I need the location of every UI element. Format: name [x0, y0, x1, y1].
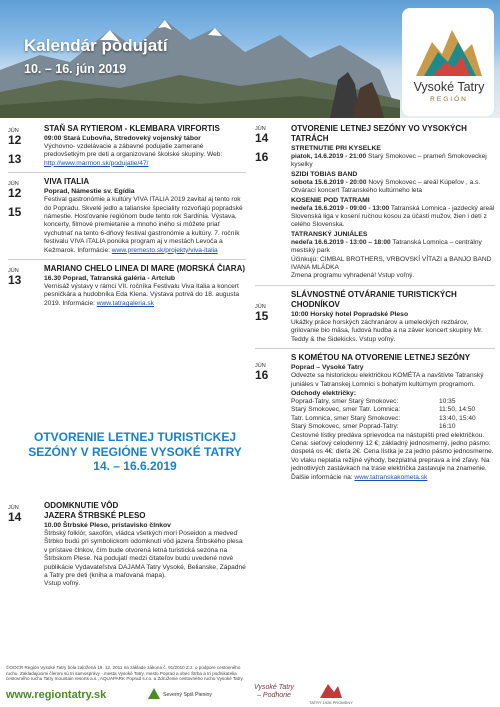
event-description: Výchovno- vzdelávacie a zábavné podujatie zamerané predovšetkým pre deti a organizované školské skupiny. Web: http://www.marmon.sk/podujatie/47/	[44, 143, 223, 167]
event-time-place: Poprad, Námestie sv. Egídia	[44, 188, 135, 196]
event-date-start: 12	[8, 133, 22, 147]
event-otvaranie-chodnikov: JÚN 15 SLÁVNOSTNÉ OTVÁRANIE TURISTICKÝCH CHODNÍKOV 10:00 Horský hotel Popradské Pleso Ukážky práce horských záchranárov a umeleckých rezbárov, grilovanie bio mäsa, ľudová hudba a na záver koncert skupiny Mr. Teddy & the Sidekicks. Vstup voľný.	[255, 290, 495, 349]
event-title: S KOMÉTOU NA OTVORENIE LETNEJ SEZÓNY	[291, 353, 471, 363]
event-klembara: JÚN 12 13 STAŇ SA RYTIEROM - KLEMBARA VIRFORTIS 09:00 Stará Ľubovňa, Stredoveký vojenský tábor Výchovno- vzdelávacie a zábavné podujatie zamerané predovšetkým pre deti a organizované školské skupiny. Web: http://www.marmon.sk/podujatie/47/	[8, 124, 246, 173]
event-date-end: 16	[255, 150, 269, 164]
footer-legal: ©OOCR Región Vysoké Tatry bola založená 19. 12. 2011 na základe zákona č. 91/2010 Z.z. o podpore cestovného ruchu. Zakladajúcimi členmi sú tri samosprávy - mesta Vysoké Tatry, mesto Poprad a obec Štrba a tri podnikatelia cestovného ruchu Tatry mountain resorts a.s., AQUAPARK Poprad s.r.o. a Združenie cestovného ruchu Vysoké Tatry.	[6, 665, 244, 682]
event-odomknutie: JÚN 14 ODOMKNUTIE VÔD JAZERA ŠTRBSKÉ PLESO 10.00 Štrbské Pleso, prístavisko člnkov Štrbský folklór, saxofón, vládca všetkých morí Poseidon a medveď Štrbko budú pri symbolickom odomknutí vôd jazera Štrbského plesa v prístave člnkov, čím bude otvorená letná turistická sezóna na Štrbskom Plese. Na podujatí medzi čitateľov budú uvedené nové publikácie Vydavateľstva DAJAMA Tatry Vysoké, Belianske, Západné a Tatry pre deti (kniha a maľovaná mapa). Vstup voľný.	[8, 501, 246, 588]
logo-brand-sub: REGIÓN	[430, 96, 468, 103]
event-title: VIVA ITALIA	[44, 177, 90, 187]
event-link[interactable]: http://www.marmon.sk/podujatie/47/	[44, 159, 149, 167]
departure-row: Tatr. Lomnica, smer Starý Smokovec: 13:40, 15:40	[291, 414, 476, 422]
severny-spis-logo-icon	[146, 685, 162, 701]
date-range: 10. – 16. jún 2019	[24, 62, 127, 76]
event-time-place: Poprad – Vysoké Tatry	[291, 364, 364, 372]
promo-banner: OTVORENIE LETNEJ TURISTICKEJ SEZÓNY V REGIÓNE VYSOKÉ TATRY 14. – 16.6.2019	[28, 430, 242, 473]
event-link[interactable]: www.tatragaleria.sk	[96, 299, 154, 307]
event-entry: Vstup voľný.	[44, 580, 81, 588]
event-title-2: JAZERA ŠTRBSKÉ PLESO	[44, 511, 146, 520]
departure-row: Starý Smokovec, smer Tatr. Lomnica: 11:50, 14:50	[291, 406, 476, 414]
event-title: SLÁVNOSTNÉ OTVÁRANIE TURISTICKÝCH CHODNÍKOV	[291, 289, 457, 309]
left-column	[8, 124, 246, 308]
event-kometa: JÚN 16 S KOMÉTOU NA OTVORENIE LETNEJ SEZÓNY Poprad – Vysoké Tatry Odvezte sa historickou električkou KOMÉTA a navštívte Tatranský juniáles v Tatranskej Lomnici s bohatým kultúrnym programom. Odchody električky: Poprad-Tatry, smer Starý Smokovec: 10:35 Starý Smokovec, smer Tatr. Lomnica: 11:50, 14:50 Tatr. Lomnica, smer Starý Smokovec: 13:40, 15:40 Starý Smokovec, smer Poprad-Tatry: 16:10 Cestovné lístky predáva sprievodca na nástupišti pred električkou. Cena: sieťový celodenný 12 €; základný jednosmerný, jedno pásmo: dospelá os 4€; dieťa 2€. Cena lístka je za jedno pásmo jednosmerne. Vo vlaku neplatia režijné výhody, bezplatná preprava a iné zľavy. Na jednotlivých zastávkach na trase električka zastavuje na znamenie. Ďalšie informácie na: www.tatranskakometa.sk	[255, 353, 494, 481]
event-link[interactable]: www.premesto.sk/projekty/viva-italia	[111, 246, 218, 254]
kometa-link[interactable]: www.tatranskakometa.sk	[354, 473, 428, 481]
event-title: ODOMKNUTIE VÔD	[44, 501, 119, 510]
right-column	[255, 124, 495, 482]
event-time-place: 10:00 Horský hotel Popradské Pleso	[291, 310, 409, 318]
event-time-place: 10.00 Štrbské Pleso, prístavisko člnkov	[44, 522, 171, 529]
ticket-info: Cestovné lístky predáva sprievodca na nástupišti pred električkou. Cena: sieťový celodenný 12 €; základný jednosmerný, jedno pásmo: dospelá os 4€; dieťa 2€. Cena lístka je za jedno pásmo jednosmerne. Vo vlaku neplatia režijné výhody, bezplatná preprava a iné zľavy. Na jednotlivých zastávkach na trase električka zastavuje na znamenie.	[291, 431, 494, 473]
event-description: Vernisáž výstavy v rámci VII. ročníka Festivalu Viva Italia a koncert pesničkára a hudobníka Eda Klena. Výstava potrvá do 18. augusta 2019. Informácie: www.tatragaleria.sk	[44, 283, 240, 307]
departure-row: Starý Smokovec, smer Poprad-Tatry: 16:10	[291, 423, 456, 431]
event-viva-italia: JÚN 12 15 VIVA ITALIA Poprad, Námestie sv. Egídia Festival gastronómie a kultúry VIVA ITALIA 2019 zavítal aj tento rok do Popradu. Skvelé jedlo a talianske špeciality rozvoňajú popradské námestie. Hosťovanie regiónom bude tento rok Sardínia. Výstava, koncerty, filmové premietanie a mnoho iného si môžete priať vychutnať na tento 6-dňový festival gastronómie a kultúry. 7. ročník festivalu VIVA ITALIA ponúka program aj v mestách Levoča a Kežmarok. Informácie: www.premesto.sk/projekty/viva-italia	[8, 177, 246, 260]
departure-row: Poprad-Tatry, smer Starý Smokovec: 10:35	[291, 397, 456, 405]
event-date-start: 13	[8, 273, 22, 288]
event-title: MARIANO CHELO LINEA DI MARE (MORSKÁ ČIARA)	[44, 264, 246, 274]
event-mariano-chelo: JÚN 13 MARIANO CHELO LINEA DI MARE (MORSKÁ ČIARA) 16.30 Poprad, Tatranská galéria - Artclub Vernisáž výstavy v rámci VII. ročníka Festivalu Viva Italia a koncert pesničkára a hudobníka Eda Klena. Výstava potrvá do 18. augusta 2019. Informácie: www.tatragaleria.sk	[8, 264, 246, 307]
footer-logo-tatry1926: TATRY 1926 PROMENY	[309, 700, 353, 705]
event-time-place: 16.30 Poprad, Tatranská galéria - Artclub	[44, 275, 176, 283]
event-description: Festival gastronómie a kultúry VIVA ITALIA 2019 zavítal aj tento rok do Popradu. Skvelé jedlo a talianske špeciality rozvoňajú popradské námestie. Hosťovanie regiónom bude tento rok Sardínia. Výstava, koncerty, filmové premietanie a mnoho iného si môžete priať vychutnať na tento 6-dňový festival gastronómie a kultúry. 7. ročník festivalu VIVA ITALIA ponúka program aj v mestách Levoča a Kežmarok. Informácie: www.premesto.sk/projekty/viva-italia	[44, 196, 243, 254]
event-date-start: 16	[255, 368, 269, 383]
event-date-start: 12	[8, 186, 22, 201]
event-date-start: 15	[255, 308, 269, 323]
event-date-start: 14	[255, 131, 269, 145]
event-date-end: 13	[8, 152, 22, 166]
tatry-1926-logo-icon	[318, 680, 344, 700]
event-description: Ukážky práce horských záchranárov a umeleckých rezbárov, grilovanie bio mäsa, ľudová hudba a na záver koncert skupiny Mr. Teddy & the Sidekicks. Vstup voľný.	[291, 318, 483, 343]
event-date-end: 15	[8, 205, 22, 220]
event-title: STAŇ SA RYTIEROM - KLEMBARA VIRFORTIS	[44, 124, 220, 133]
footer-logo-podhorie: Vysoké Tatry – Podhorie	[253, 684, 295, 699]
event-title: OTVORENIE LETNEJ SEZÓNY VO VYSOKÝCH TATRÁCH	[291, 124, 467, 143]
footer-logo-severny: Severný Spiš Pieniny	[163, 692, 213, 698]
logo-brand-text: Vysoké Tatry	[413, 80, 485, 94]
event-description: Odvezte sa historickou električkou KOMÉTA a navštívte Tatranský juniáles v Tatranskej Lomnici s bohatým kultúrnym programom.	[291, 372, 484, 388]
event-date-start: 14	[8, 510, 22, 524]
event-otvorenie-sezony: JÚN 14 16 OTVORENIE LETNEJ SEZÓNY VO VYSOKÝCH TATRÁCH STRETNUTIE PRI KYSELKE piatok, 14.6.2019 - 21:00 Starý Smokovec – prameň Smokoveckej kyselky SZIDI TOBIAS BAND sobota 15.6.2019 - 20:00 Nový Smokovec – areál Kúpeľov , a.s. Otvárací koncert Tatranského kultúrneho leta KOSENIE POD TATRAMI nedeľa 16.6.2019 - 09:00 - 13:00 Tatranská Lomnica - jazdecký areál Slovenská liga v kosení ručnou kosou za účasti mužov, žien i detí z celého Slovenska. TATRANSKÝ JUNIÁLES nedeľa 16.6.2019 - 13:00 – 18:00 Tatranská Lomnica – centrálny mestský park Účinkujú: CIMBAL BROTHERS, VRBOVSKÍ VÍTAZI a BANJO BAND IVANA MLÁDKA Zmena programu vyhradená! Vstup voľný.	[255, 124, 495, 286]
event-description: Štrbský folklór, saxofón, vládca všetkých morí Poseidon a medveď Štrbko budú pri symbolickom odomknutí vôd jazera Štrbského plesa v prístave člnkov, čím bude otvorená letná turistická sezóna na Štrbskom Plese. Na podujatí medzi čitateľov budú uvedené nové publikácie Vydavateľstva DAJAMA Tatry Vysoké, Belianske, Západné a Tatry pre deti (kniha a maľovaná mapa).	[44, 530, 246, 580]
logo-mountain-icon	[402, 12, 494, 82]
event-time-place: 09:00 Stará Ľubovňa, Stredoveký vojenský tábor	[44, 135, 201, 142]
more-info: Ďalšie informácie na: www.tatranskakometa.sk	[291, 473, 428, 481]
header-banner	[0, 0, 500, 118]
footer-site-link[interactable]: www.regiontatry.sk	[6, 689, 107, 701]
page-title: Kalendár podujatí	[24, 36, 168, 55]
departures-title: Odchody električky:	[291, 389, 356, 397]
